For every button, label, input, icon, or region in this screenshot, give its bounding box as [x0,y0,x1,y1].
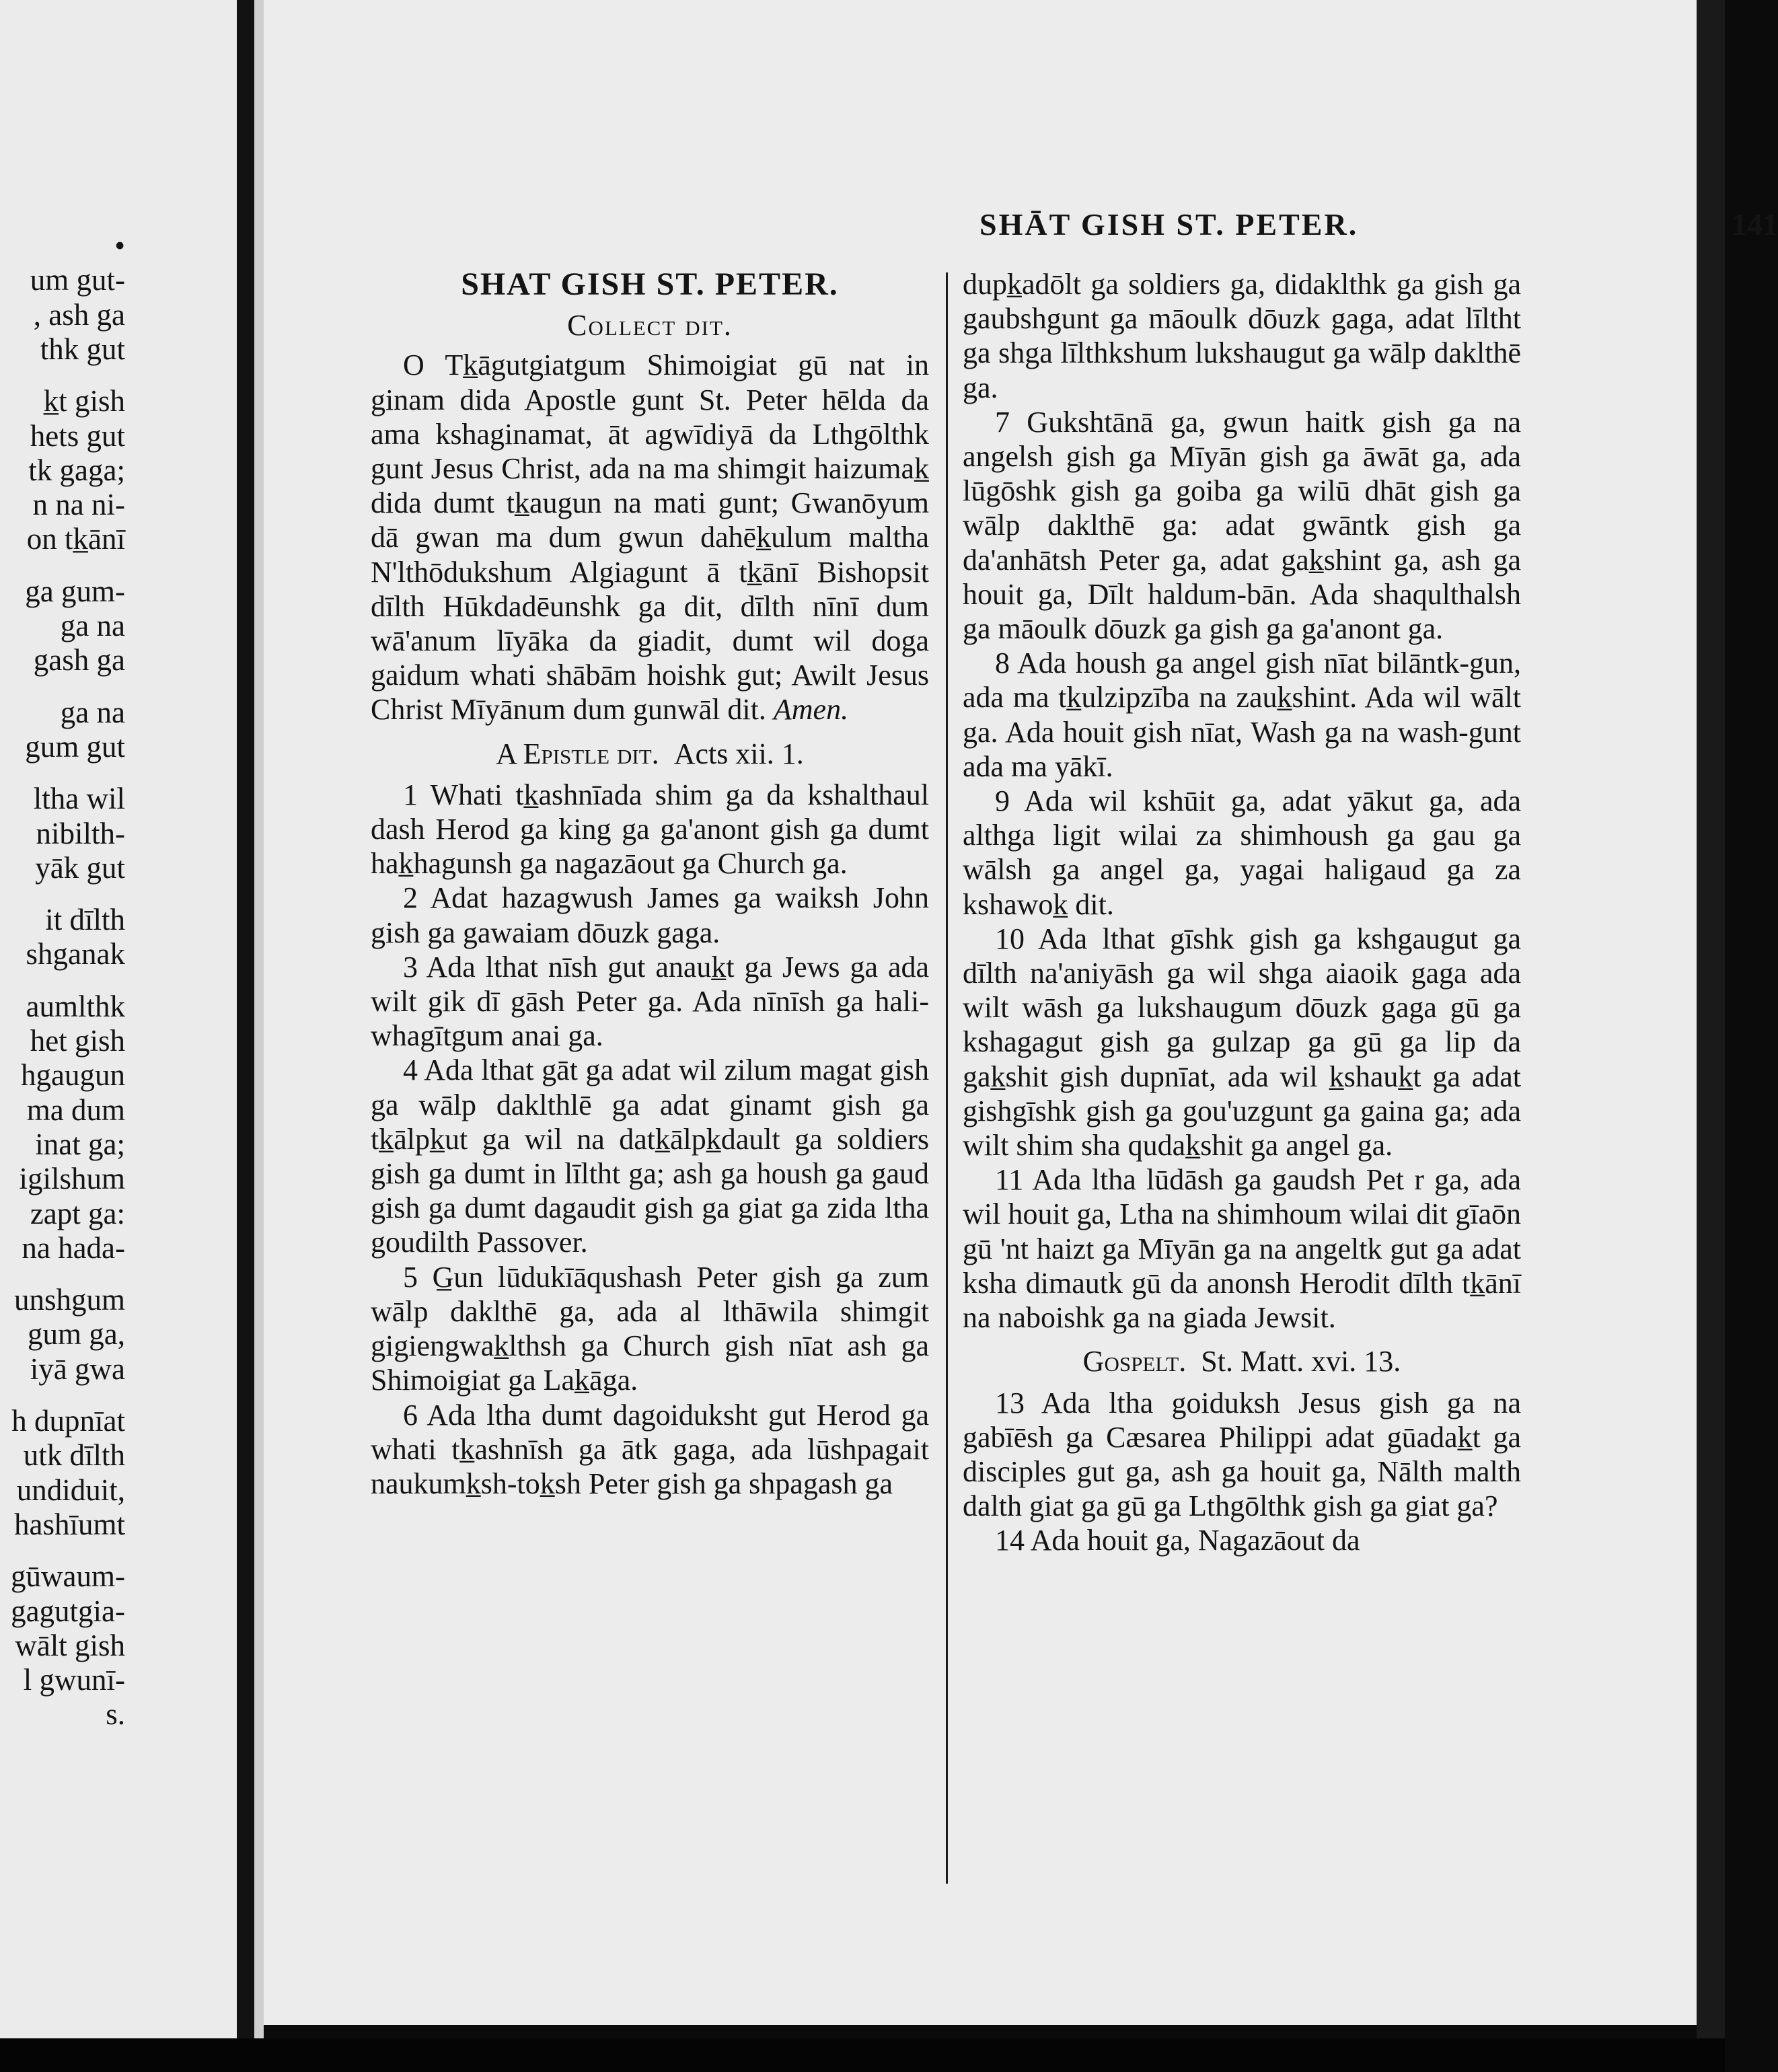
left-page-text-line: na hada- [22,1230,125,1265]
left-page-text-line: igilshum [19,1162,125,1196]
book-binding [237,0,254,2038]
epistle-heading-line [371,737,929,771]
left-page-text-line: utk dīlth [23,1438,125,1473]
verse: 5 G̲un lūdukīāqushash Peter gish ga zum wālp daklthē ga, ada al lthāwila shimgit gigiengwak̲lthsh ga Church gish nīat ash ga Shimoigiat ga Lak̲āga. [371,1260,929,1397]
left-page-text-line: on tk̲ānī [26,522,125,556]
left-page-text-line: nibilth- [36,816,125,850]
scan-bottom-edge [0,2038,1725,2072]
left-facing-page [0,0,237,2038]
verse-continuation: dupk̲adōlt ga soldiers ga, didaklthk ga gish ga gaubshgunt ga māoulk dōuzk gaga, adat līltht ga shga līlthkshum lukshaugut ga wālp daklthē ga. [963,268,1521,404]
left-page-text-line: ga gum- [25,574,125,608]
left-page-text-line: wālt gish [15,1628,125,1662]
left-page-text-line: hgaugun [21,1058,125,1093]
left-page-text-line: • [114,229,125,262]
left-page-text-line: gagutgia- [11,1594,125,1628]
right-column [963,267,1521,1558]
verse: 10 Ada lthat gīshk gish ga kshgaugut ga dīlth na'aniyāsh ga wil shga aiaoik gaga ada wilt wāsh ga lukshaugum dōuzk gaga gū ga kshagagut gish ga gulzap ga gū ga lip da gak̲shit gish dupnīat, ada wil k̲shauk̲t ga adat gishgīshk gish ga gou'uzgunt ga gaina ga; ada wilt shim sha qudak̲shit ga angel ga. [963,922,1521,1162]
section-title: SHAT GISH ST. PETER. [461,266,839,302]
amen: Amen. [773,693,849,727]
left-page-text-line: yāk gut [35,850,125,885]
verse: 7 Gukshtānā ga, gwun haitk gish ga na angelsh gish ga Mīyān gish ga āwāt ga, ada lūgōshk gish ga goiba ga wilū dhāt gish ga wālp daklthē ga: adat gwāntk gish ga da'anhātsh Peter ga, adat gak̲shint ga, ash ga houit ga, Dīlt haldum-bān. Ada shaqulthalsh ga māoulk dōuzk ga gish ga ga'anont ga. [963,405,1521,646]
verse: 11 Ada ltha lūdāsh ga gaudsh Pet r ga, ada wil houit ga, Ltha na shimhoum wilai dit gīaōn gū 'nt haizt ga Mīyān ga na angeltk gut ga adat ksha dimautk gū da anonsh Herodit dīlth tk̲ānī na naboishk ga na giada Jewsit. [963,1163,1521,1335]
verse: 8 Ada housh ga angel gish nīat bilāntk-gun, ada ma tk̲ulzipzība na zauk̲shint. Ada wil wālt ga. Ada houit gish nīat, Wash ga na wash-gunt ada ma yākī. [963,646,1521,783]
left-page-text-line: tk gaga; [28,453,125,487]
left-page-text-line: aumlthk [26,989,125,1023]
left-page-text-line: gūwaum- [11,1559,125,1594]
verse: 4 Ada lthat gāt ga adat wil zilum magat gish ga wālp daklthlē ga adat ginamt gish ga tk̲ālpk̲ut ga wil na datk̲ālpk̲dault ga soldiers gish ga dumt in līltht ga; ash ga housh ga gaud gish ga dumt dagaudit gish ga giat ga zida ltha goudilth Passover. [371,1053,929,1259]
epistle-heading: A Epistle dit. [496,737,659,770]
left-page-text-line: gum gut [25,729,125,764]
left-page-text-line: het gish [30,1024,125,1058]
collect-text: O Tk̲āgutgiatgum Shimoigiat gū nat in ginam dida Apostle gunt St. Peter hēlda da ama kshaginamat, āt agwīdiyā da Lthgōlthk gunt Jesus Christ, ada na ma shimgit haizumak̲ dida dumt tk̲augun na mati gunt; Gwanōyum dā gwan ma dum gwun dahēk̲ulum maltha N'lthōdukshum Algiagunt ā tk̲ānī Bishopsit dīlth Hūkdadēunshk ga dit, dīlth nīnī dum wā'anum līyāka da giadit, dumt wil doga gaidum whati shābām hoishk gut; Awilt Jesus Christ Mīyānum dum gunwāl dit. [371,348,929,727]
left-page-text-line: gum ga, [28,1317,125,1352]
verse: 1 Whati tk̲ashnīada shim ga da kshalthaul dash Herod ga king ga ga'anont gish ga dumt hak̲hagunsh ga nagazāout ga Church ga. [371,778,929,881]
left-page-text-line: it dīlth [45,903,125,937]
scan-edge [1697,0,1725,2038]
left-page-text-line: k̲t gish [43,384,125,418]
page-number: 141 [1732,207,1778,242]
gospel-heading: Gospelt. [1082,1345,1187,1378]
left-page-text-line: ga na [60,695,125,729]
verse: 2 Adat hazagwush James ga waiksh John gish ga gawaiam dōuzk gaga. [371,881,929,949]
collect-heading: Collect dit. [567,309,733,342]
left-page-text-line: h dupnīat [11,1404,125,1438]
gospel-reference: St. Matt. xvi. 13. [1201,1345,1401,1378]
left-page-text-line: zapt ga: [30,1196,125,1230]
left-page-text-line: hashīumt [14,1507,125,1541]
left-page-text-line: inat ga; [35,1127,125,1161]
left-page-text-line: gash ga [33,643,125,677]
left-page-text-line: unshgum [13,1283,125,1317]
left-page-text-line: , ash ga [33,297,125,332]
verse: 6 Ada ltha dumt dagoiduksht gut Herod ga whati tk̲ashnīsh ga ātk gaga, ada lūshpagait naukumk̲sh-tok̲sh Peter gish ga shpagash ga [371,1398,929,1500]
left-page-text-line: n na ni- [32,488,125,522]
left-page-text-line: shganak [26,937,125,971]
page-gutter [254,0,264,2038]
collect-paragraph [371,348,929,727]
left-column [371,267,929,1501]
left-page-text-line: l gwunī- [23,1663,125,1697]
left-page-text-line: thk gut [40,332,125,366]
left-page-text-line: iyā gwa [30,1352,125,1386]
verse: 3 Ada lthat nīsh gut anauk̲t ga Jews ga ada wilt gik dī gāsh Peter ga. Ada nīnīsh ga hali-whagītgum anai ga. [371,950,929,1053]
left-page-text-line: ltha wil [33,782,125,816]
verse: 13 Ada ltha goiduksh Jesus gish ga na gabīēsh ga Cæsarea Philippi adat gūadak̲t ga disciples gut ga, ash ga houit ga, Nālth malth dalth giat ga gū ga Lthgōlthk gish ga giat ga? [963,1386,1521,1523]
left-page-text-line: hets gut [30,418,125,453]
column-rule [946,272,948,1884]
verse: 9 Ada wil kshūit ga, adat yākut ga, ada althga ligit wilai za shimhoush ga gau ga wālsh ga angel ga, yagai haligaud ga za kshawok̲ dit. [963,784,1521,921]
left-page-text-line: undiduit, [16,1473,125,1507]
left-page-text-line: ga na [60,609,125,642]
running-head: SHĀT GISH ST. PETER. [979,207,1359,242]
left-page-text-line: um gut- [30,263,125,297]
epistle-reference: Acts xii. 1. [673,737,804,770]
left-page-text-line: s. [106,1697,125,1732]
verse: 14 Ada houit ga, Nagazāout da [995,1524,1360,1557]
left-page-text-line: ma dum [26,1093,125,1127]
gospel-heading-line [963,1344,1521,1378]
